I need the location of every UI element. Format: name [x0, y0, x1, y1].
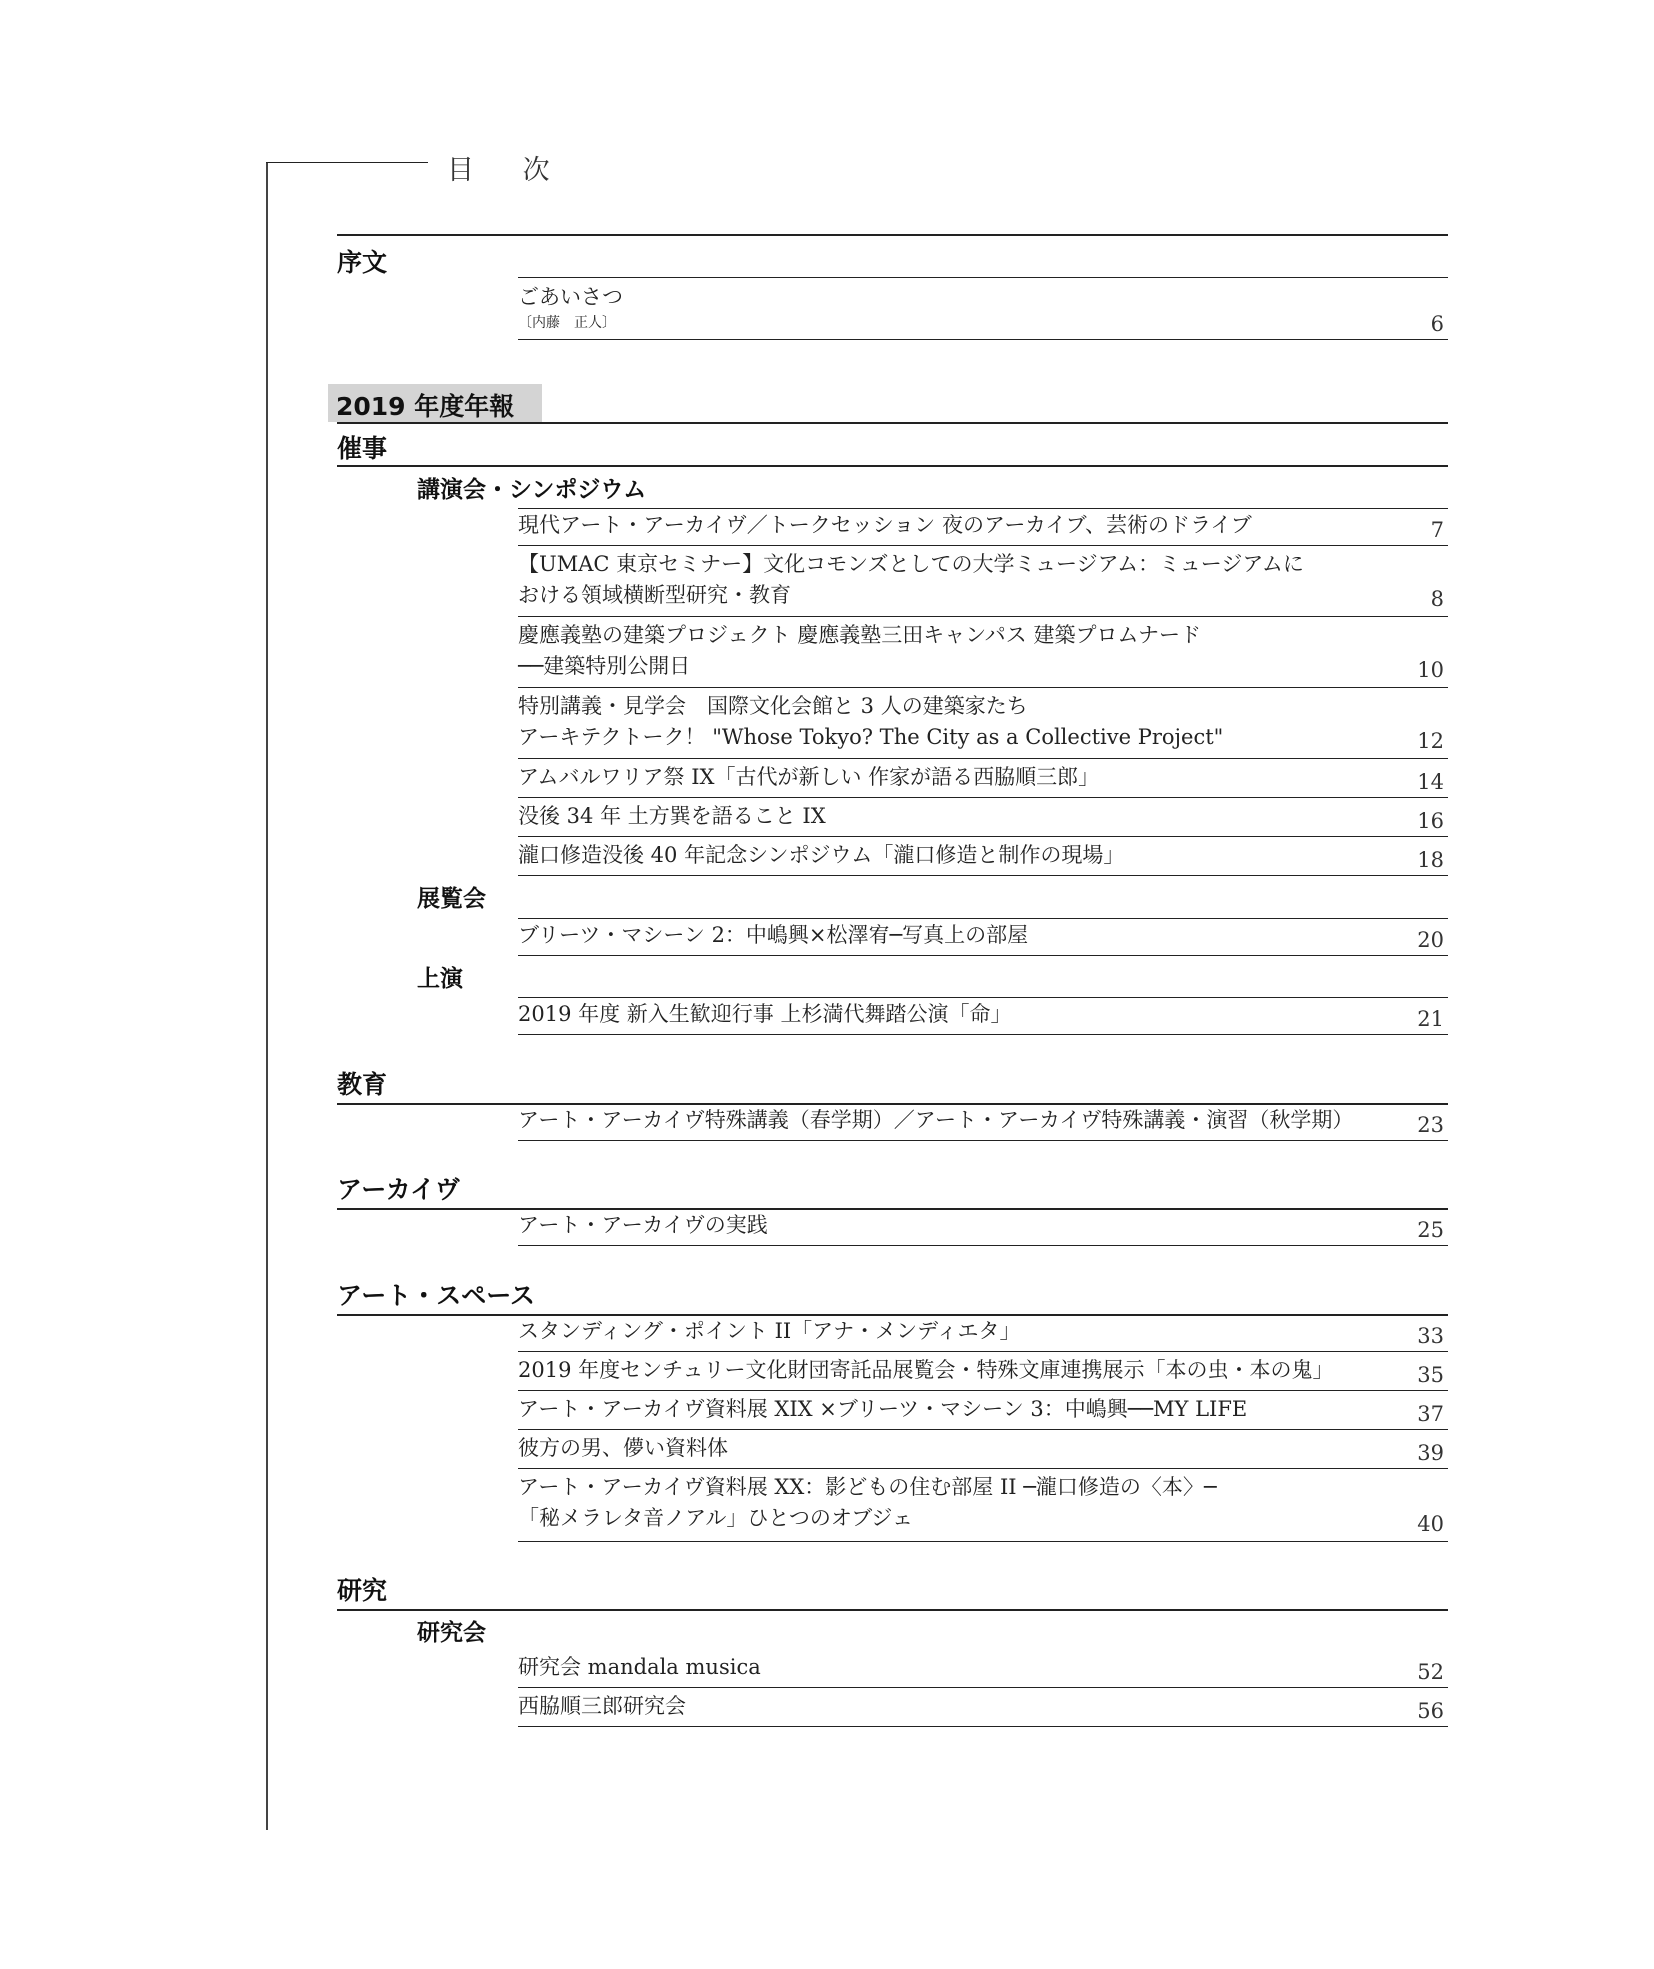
entry-rule: [518, 955, 1448, 956]
section-rule: [337, 234, 1448, 236]
entry-page-number: 23: [1417, 1113, 1444, 1137]
entry-title-line: 瀧口修造没後 40 年記念シンポジウム「瀧口修造と制作の現場」: [518, 843, 1125, 867]
entry-rule: [518, 1034, 1448, 1035]
subsection-heading-lectures: 講演会・シンポジウム: [417, 477, 647, 503]
entry-rule: [518, 545, 1448, 546]
entry-title-line: アート・アーカイヴ資料展 XIX ×ブリーツ・マシーン 3：中嶋興──MY LIFE: [518, 1397, 1248, 1421]
entry-page-number: 10: [1417, 658, 1444, 682]
toc-entry[interactable]: [518, 620, 1446, 684]
entry-page-number: 56: [1417, 1699, 1444, 1723]
toc-entry[interactable]: [518, 1394, 1446, 1428]
entry-title-line: アムバルワリア祭 IX「古代が新しい 作家が語る西脇順三郎」: [518, 765, 1100, 789]
entry-rule: [518, 1687, 1448, 1688]
entry-page-number: 21: [1417, 1007, 1444, 1031]
entry-rule: [518, 1726, 1448, 1727]
toc-entry[interactable]: [518, 510, 1446, 544]
left-margin-rule: [266, 162, 268, 1830]
entry-rule: [518, 1429, 1448, 1430]
entry-page-number: 6: [1430, 312, 1444, 336]
entry-title-line: おける領域横断型研究・教育: [518, 583, 791, 607]
entry-rule: [518, 1541, 1448, 1542]
toc-entry[interactable]: [518, 549, 1446, 613]
entry-title-line: 「秘メラレタ音ノアル」ひとつのオブジェ: [518, 1506, 914, 1530]
entry-rule: [518, 1390, 1448, 1391]
entry-title-line: 特別講義・見学会 国際文化会館と 3 人の建築家たち: [518, 694, 1028, 718]
entry-page-number: 33: [1417, 1324, 1444, 1348]
entry-title-line: アート・アーカイヴ資料展 XX：影どもの住む部屋 II ─瀧口修造の〈本〉─: [518, 1475, 1217, 1499]
section-heading-events: 催事: [337, 434, 388, 463]
section-heading-archive: アーカイヴ: [337, 1175, 461, 1204]
entry-rule: [518, 758, 1448, 759]
entry-title-line: 2019 年度 新入生歓迎行事 上杉満代舞踏公演「命」: [518, 1002, 1012, 1026]
entry-page-number: 8: [1430, 587, 1444, 611]
toc-entry[interactable]: [518, 999, 1446, 1033]
entry-rule: [518, 1140, 1448, 1141]
entry-rule: [518, 277, 1448, 278]
entry-title-line: アート・アーカイヴ特殊講義（春学期）／アート・アーカイヴ特殊講義・演習（秋学期）: [518, 1108, 1354, 1132]
entry-title-line: 彼方の男、儚い資料体: [518, 1436, 728, 1460]
toc-entry[interactable]: [518, 1433, 1446, 1467]
annual-report-heading: 2019 年度年報: [336, 392, 515, 421]
entry-title-line: 2019 年度センチュリー文化財団寄託品展覧会・特殊文庫連携展示「本の虫・本の鬼」: [518, 1358, 1334, 1382]
toc-entry[interactable]: [518, 920, 1446, 954]
entry-author: 〔内藤 正人〕: [518, 315, 616, 331]
toc-entry[interactable]: [518, 801, 1446, 835]
toc-entry[interactable]: [518, 691, 1446, 755]
toc-title: 目 次: [447, 155, 570, 186]
entry-page-number: 12: [1417, 729, 1444, 753]
toc-entry[interactable]: [518, 1472, 1446, 1538]
subsection-heading-performances: 上演: [417, 966, 463, 992]
section-heading-preface: 序文: [337, 248, 388, 277]
toc-entry[interactable]: [518, 762, 1446, 796]
subsection-heading-workshops: 研究会: [417, 1620, 486, 1646]
toc-entry[interactable]: [518, 1691, 1446, 1725]
entry-page-number: 20: [1417, 928, 1444, 952]
toc-entry[interactable]: [518, 1316, 1446, 1350]
entry-rule: [518, 1245, 1448, 1246]
title-rule: [266, 162, 428, 163]
entry-title-line: 慶應義塾の建築プロジェクト 慶應義塾三田キャンパス 建築プロムナード: [518, 623, 1202, 647]
toc-entry[interactable]: [518, 1355, 1446, 1389]
entry-rule: [518, 1468, 1448, 1469]
entry-page-number: 39: [1417, 1441, 1444, 1465]
entry-rule: [518, 997, 1448, 998]
section-rule: [337, 1609, 1448, 1611]
entry-page-number: 52: [1417, 1660, 1444, 1684]
entry-rule: [518, 1351, 1448, 1352]
entry-rule: [518, 687, 1448, 688]
toc-entry[interactable]: [518, 1210, 1446, 1244]
entry-title: ごあいさつ: [518, 285, 623, 309]
entry-rule: [518, 339, 1448, 340]
toc-entry[interactable]: [518, 1652, 1446, 1686]
entry-title-line: 【UMAC 東京セミナー】文化コモンズとしての大学ミュージアム：ミュージアムに: [518, 552, 1304, 576]
toc-entry[interactable]: [518, 282, 1446, 338]
section-heading-education: 教育: [337, 1070, 388, 1099]
entry-page-number: 14: [1417, 770, 1444, 794]
entry-page-number: 35: [1417, 1363, 1444, 1387]
toc-entry[interactable]: [518, 840, 1446, 874]
entry-rule: [518, 918, 1448, 919]
entry-title-line: 西脇順三郎研究会: [518, 1694, 686, 1718]
entry-page-number: 7: [1430, 518, 1444, 542]
section-heading-research: 研究: [337, 1576, 388, 1605]
entry-rule: [518, 836, 1448, 837]
entry-page-number: 16: [1417, 809, 1444, 833]
entry-page-number: 37: [1417, 1402, 1444, 1426]
subsection-heading-exhibitions: 展覧会: [417, 886, 486, 912]
toc-entry[interactable]: [518, 1105, 1446, 1139]
entry-page-number: 18: [1417, 848, 1444, 872]
section-rule: [337, 422, 1448, 424]
entry-title-line: 研究会 mandala musica: [518, 1655, 761, 1679]
section-heading-art-space: アート・スペース: [337, 1281, 536, 1310]
entry-rule: [518, 508, 1448, 509]
entry-title-line: ──建築特別公開日: [518, 654, 691, 678]
entry-title-line: 現代アート・アーカイヴ／トークセッション 夜のアーカイブ、芸術のドライブ: [518, 513, 1252, 537]
entry-title-line: アート・アーカイヴの実践: [518, 1213, 768, 1237]
entry-title-line: アーキテクトーク！ "Whose Tokyo? The City as a Collective Project": [518, 725, 1224, 749]
entry-rule: [518, 797, 1448, 798]
entry-title-line: 没後 34 年 土方巽を語ること IX: [518, 804, 826, 828]
section-rule: [337, 465, 1448, 467]
entry-rule: [518, 875, 1448, 876]
entry-title-line: ブリーツ・マシーン 2：中嶋興×松澤宥─写真上の部屋: [518, 923, 1029, 947]
entry-title-line: スタンディング・ポイント II「アナ・メンディエタ」: [518, 1319, 1021, 1343]
entry-page-number: 40: [1417, 1512, 1444, 1536]
entry-rule: [518, 616, 1448, 617]
entry-page-number: 25: [1417, 1218, 1444, 1242]
